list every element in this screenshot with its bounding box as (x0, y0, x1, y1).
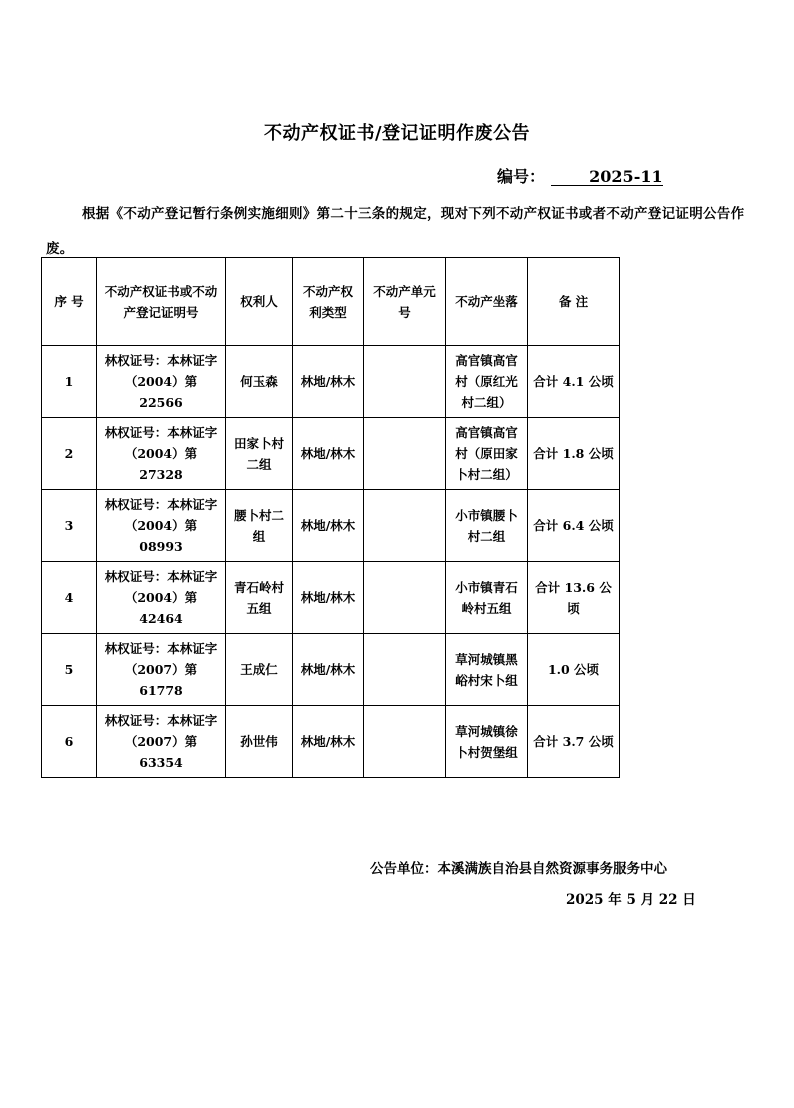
cell-cert: 林权证号：本林证字（2007）第 61778 (97, 634, 226, 706)
cell-type: 林地/林木 (293, 418, 364, 490)
header-no: 序 号 (42, 258, 97, 346)
header-note: 备 注 (528, 258, 620, 346)
header-location: 不动产坐落 (446, 258, 528, 346)
cell-unit (364, 346, 446, 418)
header-type: 不动产权利类型 (293, 258, 364, 346)
cell-type: 林地/林木 (293, 490, 364, 562)
cell-location: 草河城镇徐卜村贺堡组 (446, 706, 528, 778)
cell-no: 1 (42, 346, 97, 418)
cell-unit (364, 418, 446, 490)
cell-type: 林地/林木 (293, 562, 364, 634)
certificate-table (41, 257, 620, 778)
cell-location: 高官镇高官村（原红光村二组） (446, 346, 528, 418)
cell-note: 合计 6.4 公顷 (528, 490, 620, 562)
cell-note: 合计 13.6 公顷 (528, 562, 620, 634)
cell-owner: 腰卜村二组 (226, 490, 293, 562)
table-body (42, 346, 620, 778)
table-row (42, 490, 620, 562)
header-cert: 不动产权证书或不动产登记证明号 (97, 258, 226, 346)
cell-unit (364, 562, 446, 634)
cell-cert: 林权证号：本林证字（2004）第 27328 (97, 418, 226, 490)
cell-no: 4 (42, 562, 97, 634)
cell-location: 小市镇腰卜村二组 (446, 490, 528, 562)
notice-number (497, 164, 663, 187)
cell-owner: 何玉森 (226, 346, 293, 418)
cell-cert: 林权证号：本林证字（2004）第 22566 (97, 346, 226, 418)
table-row (42, 634, 620, 706)
cell-location: 小市镇青石岭村五组 (446, 562, 528, 634)
table-row (42, 706, 620, 778)
intro-paragraph: 根据《不动产登记暂行条例实施细则》第二十三条的规定，现对下列不动产权证书或者不动产登记证明公告作废。 (46, 206, 745, 257)
table-row (42, 418, 620, 490)
cell-owner: 孙世伟 (226, 706, 293, 778)
cell-cert: 林权证号：本林证字（2004）第 08993 (97, 490, 226, 562)
table-row (42, 562, 620, 634)
notice-number-value: 2025-11 (551, 168, 663, 186)
cell-no: 2 (42, 418, 97, 490)
cell-cert: 林权证号：本林证字（2004）第 42464 (97, 562, 226, 634)
cell-note: 合计 4.1 公顷 (528, 346, 620, 418)
cell-owner: 青石岭村五组 (226, 562, 293, 634)
notice-number-label: 编号： (497, 167, 546, 186)
cell-no: 6 (42, 706, 97, 778)
footer-date: 2025 年 5 月 22 日 (566, 892, 696, 908)
cell-note: 合计 3.7 公顷 (528, 706, 620, 778)
cell-unit (364, 706, 446, 778)
cell-type: 林地/林木 (293, 706, 364, 778)
cell-no: 3 (42, 490, 97, 562)
table-header-row (42, 258, 620, 346)
cell-note: 1.0 公顷 (528, 634, 620, 706)
cell-location: 高官镇高官村（原田家卜村二组） (446, 418, 528, 490)
cell-note: 合计 1.8 公顷 (528, 418, 620, 490)
table-row (42, 346, 620, 418)
cell-no: 5 (42, 634, 97, 706)
cell-owner: 田家卜村二组 (226, 418, 293, 490)
cell-type: 林地/林木 (293, 634, 364, 706)
header-unit: 不动产单元号 (364, 258, 446, 346)
header-owner: 权利人 (226, 258, 293, 346)
cell-location: 草河城镇黑峪村宋卜组 (446, 634, 528, 706)
cell-owner: 王成仁 (226, 634, 293, 706)
cell-cert: 林权证号：本林证字（2007）第 63354 (97, 706, 226, 778)
cell-unit (364, 634, 446, 706)
footer-unit: 公告单位：本溪满族自治县自然资源事务服务中心 (370, 861, 667, 877)
page-title: 不动产权证书/登记证明作废公告 (263, 123, 531, 144)
cell-unit (364, 490, 446, 562)
cell-type: 林地/林木 (293, 346, 364, 418)
